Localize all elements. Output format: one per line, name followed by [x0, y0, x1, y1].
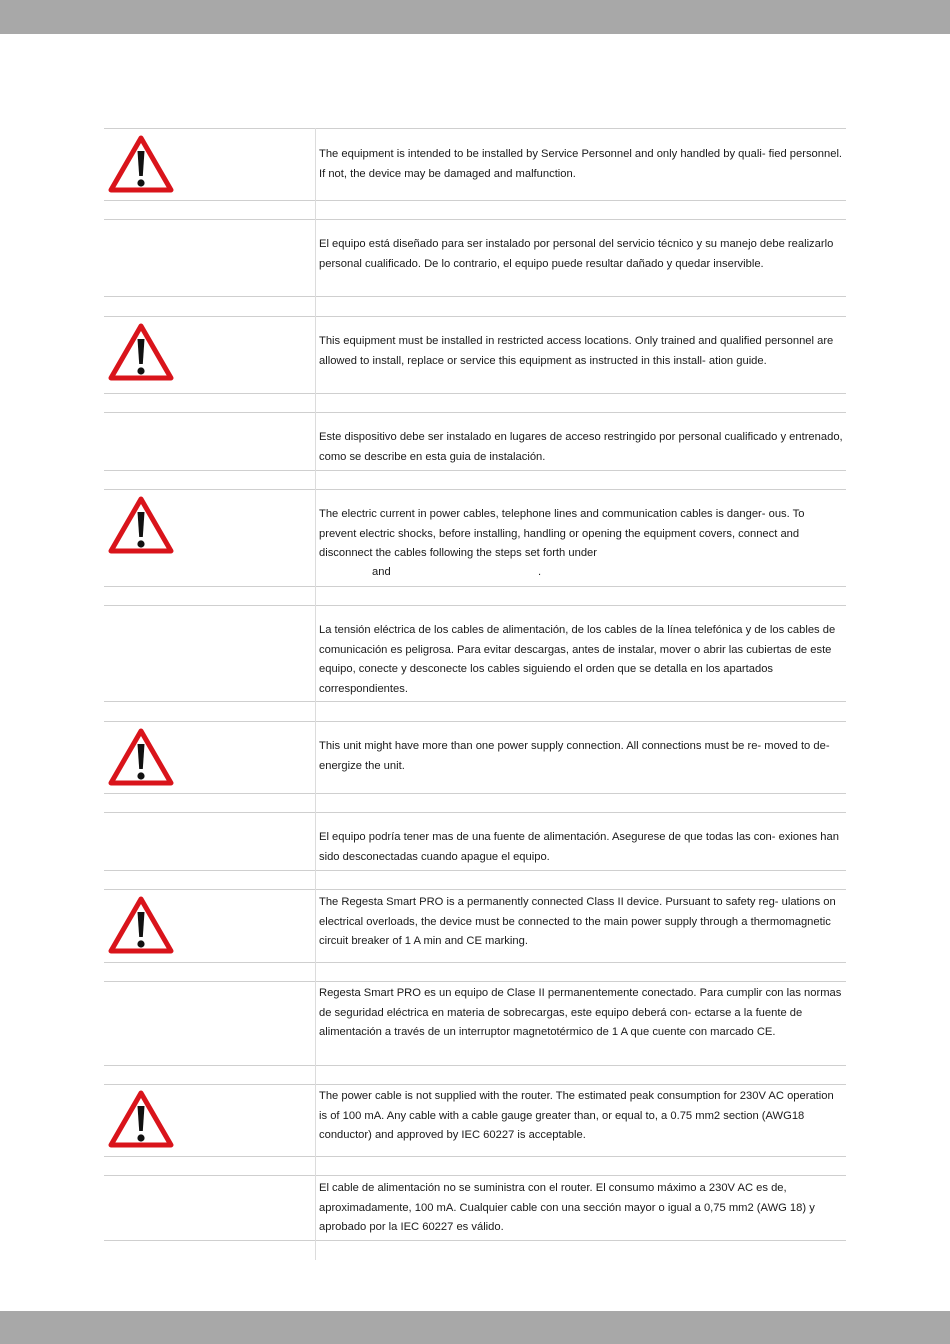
warning-triangle-icon [107, 134, 175, 194]
note-spanish-text: La tensión eléctrica de los cables de alimentación, de los cables de la línea telefónica y de los cables de comunicación es peligrosa. Para evitar descargas, antes de instalar, mover o abrir las cubiertas de este equipo, conecte y desconecte los cables siguiendo el orden que se detalla en los apartados correspondientes. [319, 624, 836, 695]
note-english-text: This equipment must be installed in restricted access locations. Only trained and qualified personnel are allowed to install, replace or service this equipment as instructed in this install- ation guide. [319, 335, 834, 367]
page-header-bar [0, 0, 950, 34]
table-rule [104, 1065, 846, 1066]
warning-triangle-icon [107, 727, 175, 787]
note-english-text-period: . [538, 566, 542, 578]
table-rule [104, 962, 846, 963]
table-rule [104, 793, 846, 794]
table-rule [104, 889, 846, 890]
table-rule [104, 701, 846, 702]
note-english-text: The Regesta Smart PRO is a permanently connected Class II device. Pursuant to safety reg- ulations on electrical overloads, the device must be connected to the main power supply through a thermomagnetic circuit breaker of 1 A min and CE marking. [319, 896, 836, 947]
note-spanish-text: El cable de alimentación no se suministra con el router. El consumo máximo a 230V AC es de, aproximadamente, 100 mA. Cualquier cable con una sección mayor o igual a 0,75 mm2 (AWG 18) y aprobado por la IEC 60227 es válido. [319, 1182, 815, 1233]
table-rule [104, 1240, 846, 1241]
note-spanish-text: Este dispositivo debe ser instalado en lugares de acceso restringido por personal cualificado y entrenado, como se describe en esta guia de instalación. [319, 431, 843, 463]
table-rule [104, 1156, 846, 1157]
note-english-text: The power cable is not supplied with the router. The estimated peak consumption for 230V AC operation is of 100 mA. Any cable with a cable gauge greater than, or equal to, a 0.75 mm2 section (AWG18 conductor) and approved by IEC 60227 is acceptable. [319, 1090, 834, 1141]
table-rule [104, 870, 846, 871]
table-rule [104, 470, 846, 471]
note-spanish-text: El equipo podría tener mas de una fuente de alimentación. Asegurese de que todas las con- exiones han sido desconectadas cuando apague el equipo. [319, 831, 839, 863]
note-spanish-text: El equipo está diseñado para ser instalado por personal del servicio técnico y su manejo debe realizarlo personal cualificado. De lo contrario, el equipo puede resultar dañado y quedar inservible. [319, 238, 834, 270]
table-rule [104, 981, 846, 982]
warning-triangle-icon [107, 895, 175, 955]
table-rule [104, 393, 846, 394]
table-rule [104, 219, 846, 220]
table-rule [104, 412, 846, 413]
page-footer-bar [0, 1311, 950, 1344]
warning-triangle-icon [107, 322, 175, 382]
note-english-text-and: and [372, 566, 391, 578]
note-english-text: This unit might have more than one power supply connection. All connections must be re- moved to de-energize the unit. [319, 740, 830, 772]
note-spanish-text: Regesta Smart PRO es un equipo de Clase II permanentemente conectado. Para cumplir con las normas de seguridad eléctrica en materia de sobrecargas, este equipo deberá con- ectarse a la fuente de alimentación a través de un interruptor magnetotérmico de 1 A que cuente con marcado CE. [319, 987, 842, 1038]
table-rule [104, 128, 846, 129]
table-rule [104, 812, 846, 813]
table-rule [104, 721, 846, 722]
table-rule [104, 316, 846, 317]
table-rule [104, 200, 846, 201]
table-rule [104, 1175, 846, 1176]
column-divider [315, 128, 316, 1260]
table-rule [104, 489, 846, 490]
note-english-text: The equipment is intended to be installed by Service Personnel and only handled by quali- fied personnel. If not, the device may be damaged and malfunction. [319, 148, 843, 180]
warning-triangle-icon [107, 495, 175, 555]
note-english-text: The electric current in power cables, telephone lines and communication cables is danger- ous. To prevent electric shocks, before installing, handling or opening the equipment covers, connect and disconnect the cables following the steps set forth under [319, 508, 805, 559]
table-rule [104, 1084, 846, 1085]
warning-triangle-icon [107, 1089, 175, 1149]
table-rule [104, 586, 846, 587]
table-rule [104, 296, 846, 297]
table-rule [104, 605, 846, 606]
